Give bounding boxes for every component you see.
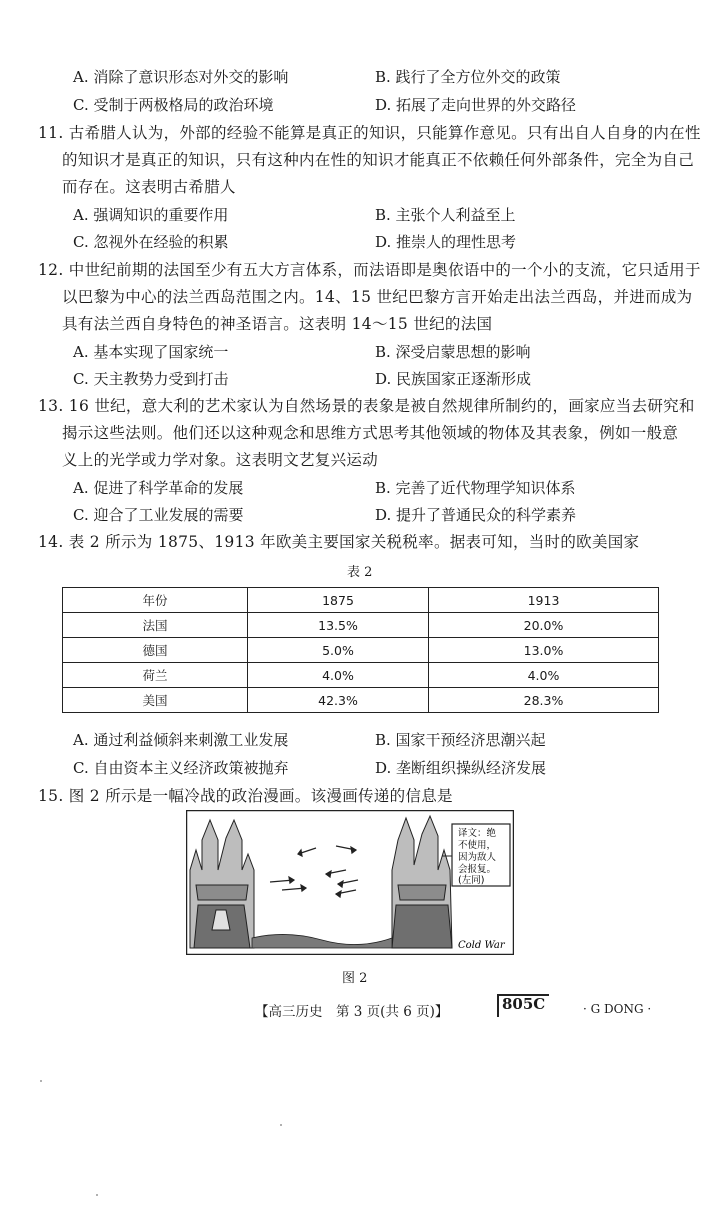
q10-option-a: A. 消除了意识形态对外交的影响 xyxy=(73,68,289,86)
table-cell: 13.5% xyxy=(248,613,429,638)
table-cell: 5.0% xyxy=(248,638,429,663)
q13-option-a: A. 促进了科学革命的发展 xyxy=(73,479,244,497)
cartoon-title: Cold War xyxy=(458,940,505,951)
table-header-cell: 1913 xyxy=(429,588,659,613)
q11-option-a: A. 强调知识的重要作用 xyxy=(73,206,229,224)
q11-stem-line3: 而存在。这表明古希腊人 xyxy=(62,178,236,196)
code-mark-bar xyxy=(497,995,499,1017)
table-cell: 美国 xyxy=(63,688,248,713)
table-cell: 13.0% xyxy=(429,638,659,663)
q13-stem-line3: 义上的光学或力学对象。这表明文艺复兴运动 xyxy=(62,451,379,469)
q13-stem-line2: 揭示这些法则。他们还以这种观念和思维方式思考其他领域的物体及其表象，例如一般意 xyxy=(62,424,679,442)
table-row xyxy=(63,613,659,638)
table-cell: 法国 xyxy=(63,613,248,638)
table-cell: 28.3% xyxy=(429,688,659,713)
table-cell: 4.0% xyxy=(429,663,659,688)
scan-speck xyxy=(40,1080,42,1082)
translation-note-line: 因为敌人 xyxy=(458,852,497,863)
scan-speck xyxy=(96,1194,98,1196)
q13-option-c: C. 迎合了工业发展的需要 xyxy=(73,506,244,524)
q14-stem-line1: 14. 表 2 所示为 1875、1913 年欧美主要国家关税税率。据表可知，当时的欧美国家 xyxy=(38,533,640,551)
q12-option-c: C. 天主教势力受到打击 xyxy=(73,370,229,388)
q15-stem-line1: 15. 图 2 所示是一幅冷战的政治漫画。该漫画传递的信息是 xyxy=(38,787,453,805)
q10-option-c: C. 受制于两极格局的政治环境 xyxy=(73,96,274,114)
tariff-table xyxy=(62,587,659,713)
table-row xyxy=(63,663,659,688)
q13-option-b: B. 完善了近代物理学知识体系 xyxy=(375,479,576,497)
q13-stem-line1: 13. 16 世纪，意大利的艺术家认为自然场景的表象是被自然规律所制约的，画家应当去研究和 xyxy=(38,397,695,415)
table-header-cell: 1875 xyxy=(248,588,429,613)
cold-war-cartoon xyxy=(186,810,514,955)
q12-stem-line1: 12. 中世纪前期的法国至少有五大方言体系，而法语即是奥依语中的一个小的支流，它只适用于 xyxy=(38,261,701,279)
q14-option-d: D. 垄断组织操纵经济发展 xyxy=(375,759,547,777)
q10-option-b: B. 践行了全方位外交的政策 xyxy=(375,68,561,86)
table-cell: 德国 xyxy=(63,638,248,663)
q14-option-a: A. 通过利益倾斜来刺激工业发展 xyxy=(73,731,289,749)
q11-stem-line2: 的知识才是真正的知识，只有这种内在性的知识才能真正不依赖任何外部条件，完全为自己 xyxy=(62,151,695,169)
q14-option-c: C. 自由资本主义经济政策被抛弃 xyxy=(73,759,289,777)
translation-note-line: (左同) xyxy=(458,875,485,886)
page-footer: 【高三历史 第 3 页(共 6 页)】 xyxy=(255,1004,449,1020)
table-header-cell: 年份 xyxy=(63,588,248,613)
table-row xyxy=(63,688,659,713)
table-cell: 42.3% xyxy=(248,688,429,713)
q13-option-d: D. 提升了普通民众的科学素养 xyxy=(375,506,577,524)
table-header-row xyxy=(63,588,659,613)
brand-mark: · G DONG · xyxy=(583,1002,652,1016)
table-cell: 20.0% xyxy=(429,613,659,638)
q12-option-a: A. 基本实现了国家统一 xyxy=(73,343,229,361)
translation-note-line: 译文：绝 xyxy=(458,828,497,839)
q12-option-b: B. 深受启蒙思想的影响 xyxy=(375,343,531,361)
figure-caption: 图 2 xyxy=(342,971,368,986)
q10-option-d: D. 拓展了走向世界的外交路径 xyxy=(375,96,577,114)
table-caption: 表 2 xyxy=(347,565,373,580)
q12-stem-line2: 以巴黎为中心的法兰西岛范围之内。14、15 世纪巴黎方言开始走出法兰西岛，并进而成为 xyxy=(62,288,693,306)
q12-stem-line3: 具有法兰西自身特色的神圣语言。这表明 14～15 世纪的法国 xyxy=(62,315,493,333)
translation-note-line: 不使用， xyxy=(458,840,497,851)
exam-code: 805C xyxy=(502,995,546,1013)
q11-option-d: D. 推崇人的理性思考 xyxy=(375,233,517,251)
translation-note-line: 会报复。 xyxy=(458,864,497,875)
q11-option-b: B. 主张个人利益至上 xyxy=(375,206,516,224)
scan-speck xyxy=(280,1124,282,1126)
q11-stem-line1: 11. 古希腊人认为，外部的经验不能算是真正的知识，只能算作意见。只有出自人自身的内在性 xyxy=(38,124,701,142)
q11-option-c: C. 忽视外在经验的积累 xyxy=(73,233,229,251)
table-row xyxy=(63,638,659,663)
q14-option-b: B. 国家干预经济思潮兴起 xyxy=(375,731,546,749)
table-cell: 荷兰 xyxy=(63,663,248,688)
table-cell: 4.0% xyxy=(248,663,429,688)
q12-option-d: D. 民族国家正逐渐形成 xyxy=(375,370,532,388)
